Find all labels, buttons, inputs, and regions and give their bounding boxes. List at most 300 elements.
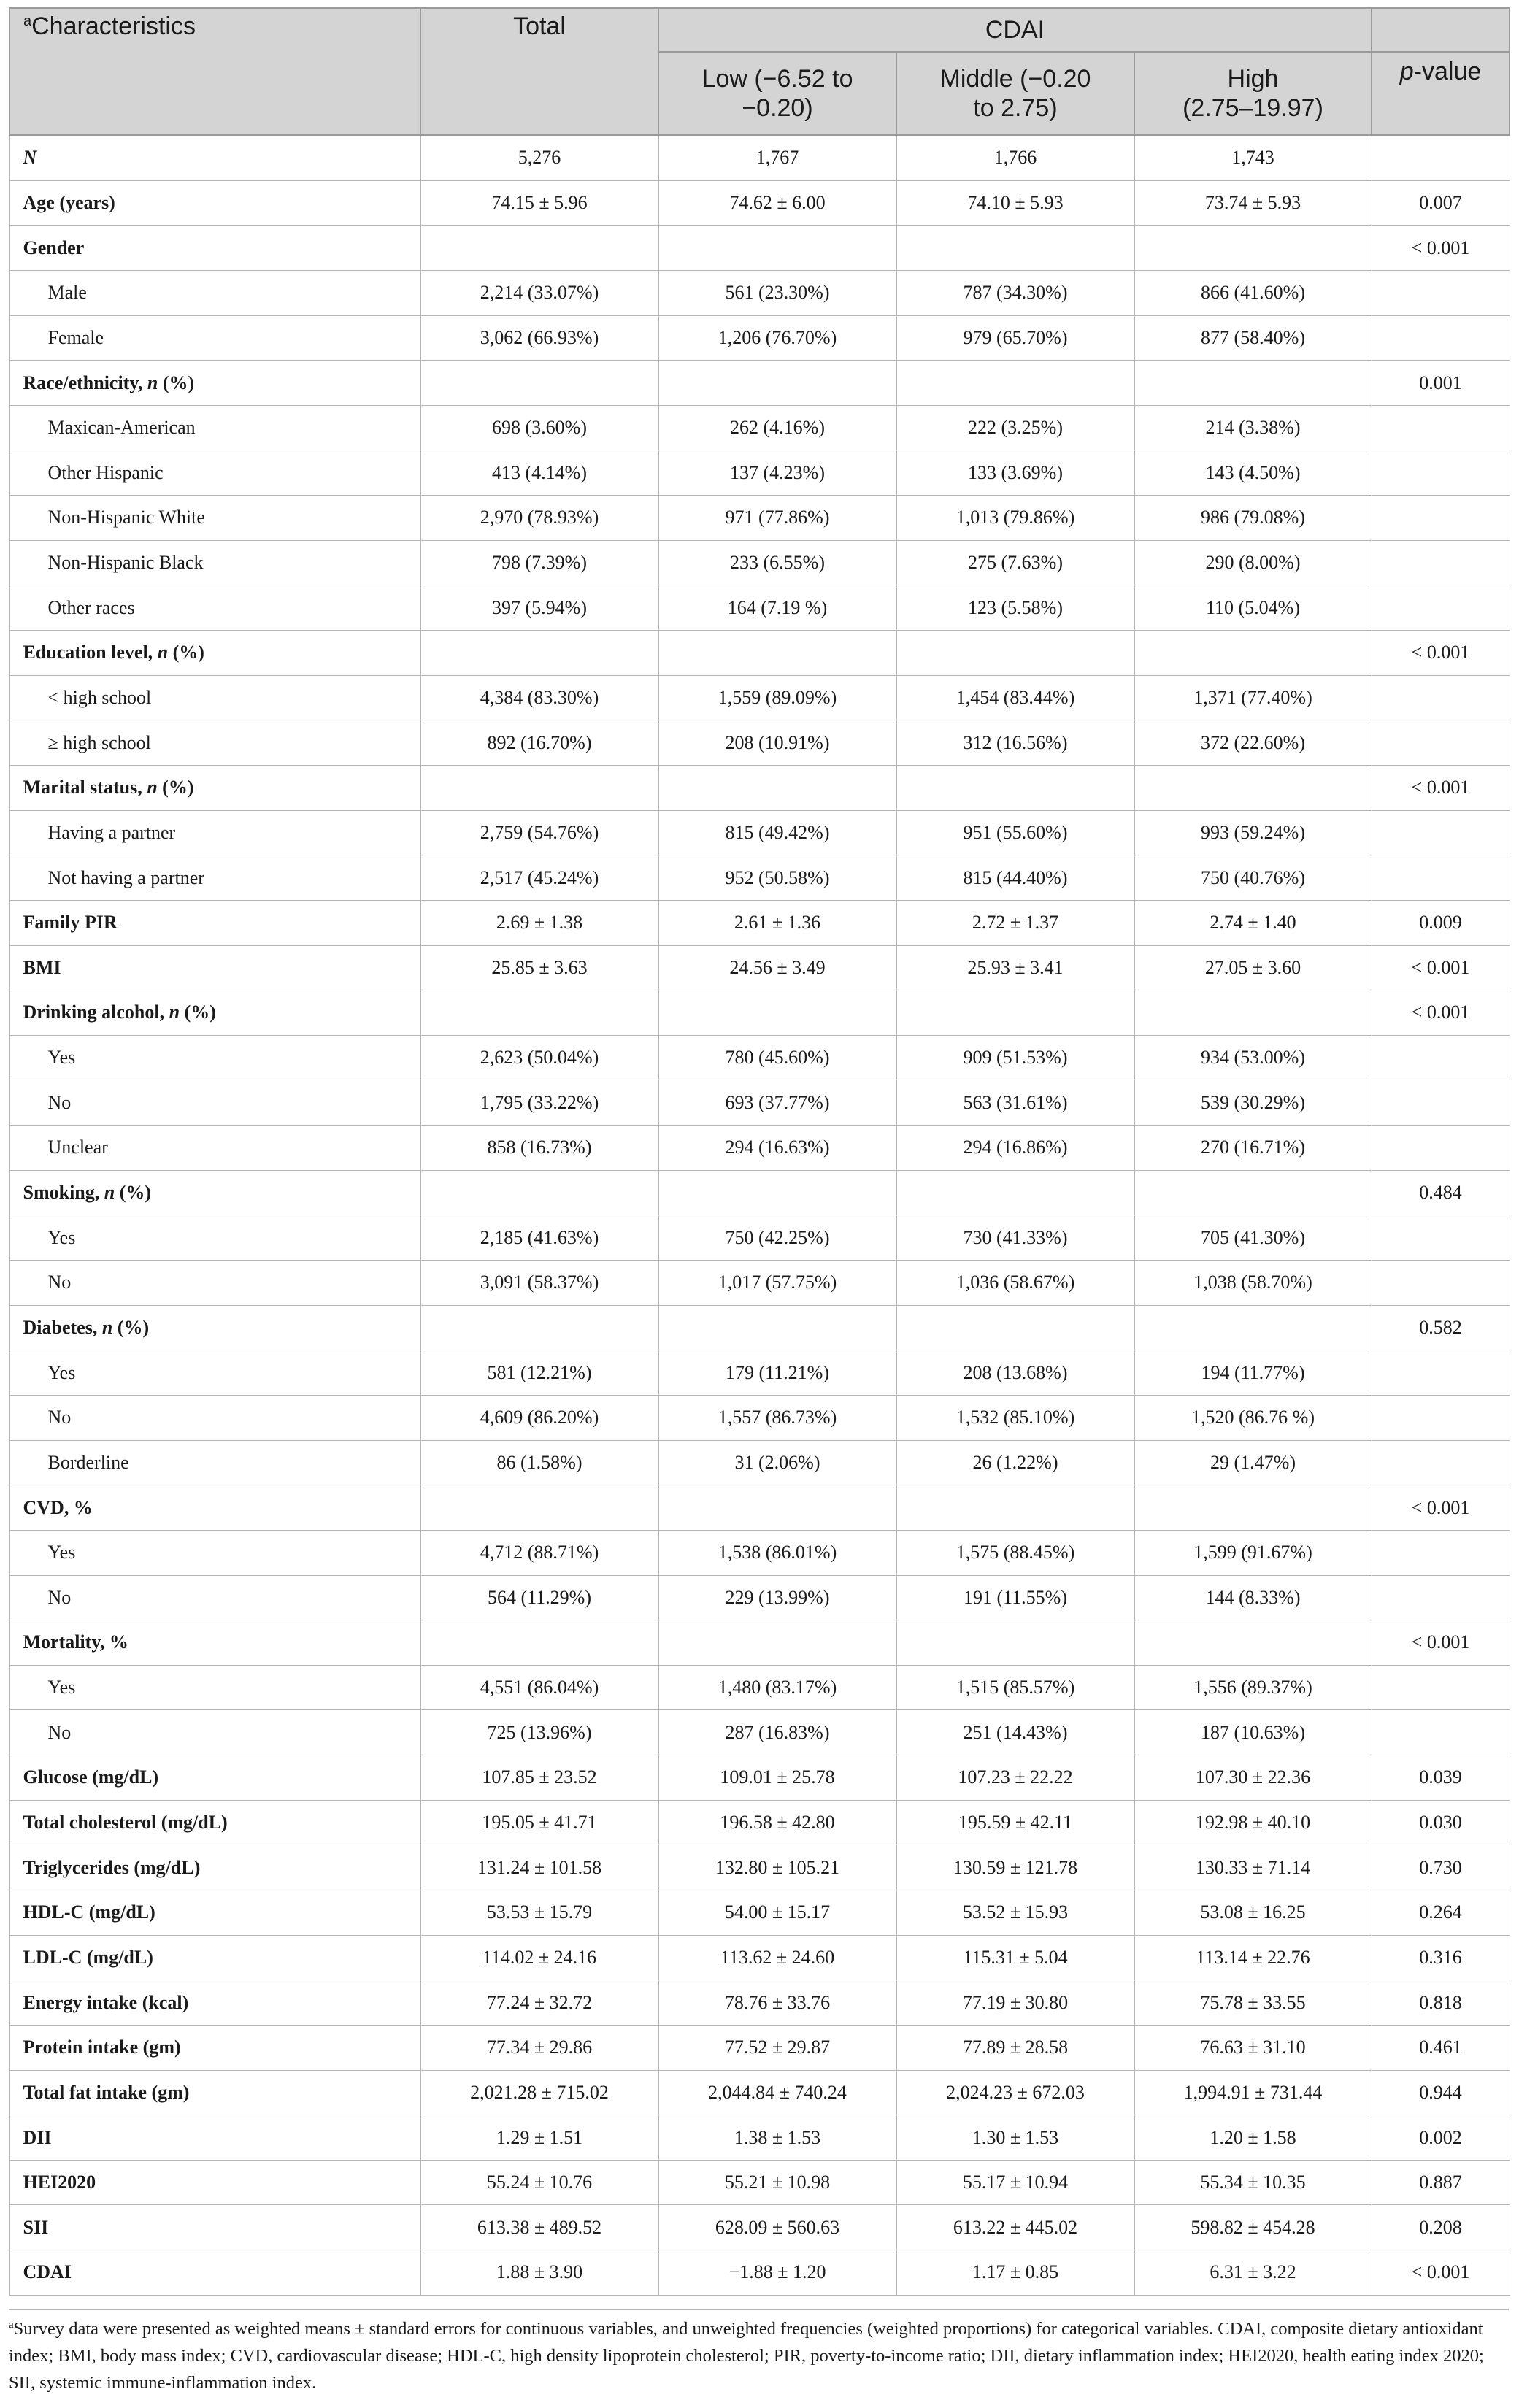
cell-high: 1,371 (77.40%) — [1134, 675, 1372, 720]
table-row — [9, 405, 1510, 450]
cell-total: 725 (13.96%) — [420, 1710, 658, 1755]
cell-total — [420, 1170, 658, 1215]
cell-middle: 312 (16.56%) — [896, 720, 1134, 766]
cell-total: 858 (16.73%) — [420, 1126, 658, 1171]
cell-middle: 195.59 ± 42.11 — [896, 1800, 1134, 1845]
row-label-text: Marital status, — [23, 777, 147, 799]
row-label-text: Diabetes, — [23, 1316, 102, 1338]
cell-p: 0.002 — [1372, 2115, 1510, 2161]
cell-high: 110 (5.04%) — [1134, 585, 1372, 631]
cell-middle: 1,575 (88.45%) — [896, 1530, 1134, 1575]
row-label-text: Total fat intake (gm) — [23, 2081, 190, 2103]
row-label-text: Unclear — [47, 1136, 108, 1158]
cell-low: 693 (37.77%) — [658, 1080, 896, 1126]
cell-p — [1372, 1261, 1510, 1306]
cell-total — [420, 361, 658, 406]
cell-total: 107.85 ± 23.52 — [420, 1755, 658, 1801]
cell-middle: 130.59 ± 121.78 — [896, 1845, 1134, 1890]
cell-low: 77.52 ± 29.87 — [658, 2025, 896, 2070]
header-high-line2: (2.75–19.97) — [1182, 94, 1323, 122]
row-label — [9, 1800, 420, 1845]
row-label — [9, 1620, 420, 1666]
cell-high: 598.82 ± 454.28 — [1134, 2205, 1372, 2250]
row-label — [9, 2160, 420, 2205]
cell-middle: 979 (65.70%) — [896, 315, 1134, 361]
cell-p: 0.208 — [1372, 2205, 1510, 2250]
cell-p: < 0.001 — [1372, 631, 1510, 676]
cell-low: 179 (11.21%) — [658, 1350, 896, 1396]
cell-low: 24.56 ± 3.49 — [658, 945, 896, 990]
footnote-marker: a — [23, 13, 32, 29]
header-middle-line2: to 2.75) — [973, 94, 1058, 122]
cell-middle — [896, 361, 1134, 406]
table-row — [9, 900, 1510, 945]
header-pvalue — [1372, 52, 1510, 135]
row-label — [9, 585, 420, 631]
cell-high: 986 (79.08%) — [1134, 496, 1372, 541]
cell-p — [1372, 1440, 1510, 1485]
table-row — [9, 1170, 1510, 1215]
table-row — [9, 990, 1510, 1036]
row-label — [9, 226, 420, 271]
table-row — [9, 1080, 1510, 1126]
cell-low: 1.38 ± 1.53 — [658, 2115, 896, 2161]
table-row — [9, 2115, 1510, 2161]
table-row — [9, 1035, 1510, 1080]
cell-low — [658, 1485, 896, 1531]
table-row — [9, 810, 1510, 855]
cell-middle: 275 (7.63%) — [896, 540, 1134, 585]
cell-p — [1372, 1126, 1510, 1171]
cell-middle: 787 (34.30%) — [896, 270, 1134, 315]
cell-p: 0.316 — [1372, 1935, 1510, 1980]
row-label — [9, 900, 420, 945]
cell-high: 270 (16.71%) — [1134, 1126, 1372, 1171]
row-label-text: No — [47, 1091, 72, 1113]
cell-high: 130.33 ± 71.14 — [1134, 1845, 1372, 1890]
cell-middle: 909 (51.53%) — [896, 1035, 1134, 1080]
cell-middle: 77.19 ± 30.80 — [896, 1980, 1134, 2026]
cell-low — [658, 1170, 896, 1215]
cell-low: 78.76 ± 33.76 — [658, 1980, 896, 2026]
cell-low: 1,557 (86.73%) — [658, 1395, 896, 1440]
cell-high: 372 (22.60%) — [1134, 720, 1372, 766]
table-row — [9, 1935, 1510, 1980]
cell-p — [1372, 1035, 1510, 1080]
row-label — [9, 1980, 420, 2026]
cell-low: 1,538 (86.01%) — [658, 1530, 896, 1575]
row-label — [9, 1170, 420, 1215]
header-pvalue-italic: p — [1399, 58, 1414, 85]
cell-middle: 1,454 (83.44%) — [896, 675, 1134, 720]
cell-high: 73.74 ± 5.93 — [1134, 180, 1372, 226]
cell-p: < 0.001 — [1372, 226, 1510, 271]
cell-p: < 0.001 — [1372, 2250, 1510, 2296]
row-label-text: Other Hispanic — [47, 461, 164, 483]
cell-total: 86 (1.58%) — [420, 1440, 658, 1485]
row-label — [9, 1710, 420, 1755]
row-label-suffix: (%) — [168, 642, 204, 663]
cell-high: 27.05 ± 3.60 — [1134, 945, 1372, 990]
characteristics-table — [9, 7, 1510, 2296]
row-label — [9, 450, 420, 496]
cell-p: 0.264 — [1372, 1890, 1510, 1935]
row-label — [9, 1485, 420, 1531]
row-label-italic: n — [169, 1001, 180, 1023]
cell-high: 113.14 ± 22.76 — [1134, 1935, 1372, 1980]
row-label — [9, 496, 420, 541]
cell-high: 1,038 (58.70%) — [1134, 1261, 1372, 1306]
row-label — [9, 2250, 420, 2296]
cell-middle: 115.31 ± 5.04 — [896, 1935, 1134, 1980]
cell-low: 113.62 ± 24.60 — [658, 1935, 896, 1980]
cell-middle — [896, 1485, 1134, 1531]
row-label-suffix: (%) — [180, 1001, 216, 1023]
header-characteristics — [9, 8, 420, 135]
table-row — [9, 1665, 1510, 1710]
cell-total: 114.02 ± 24.16 — [420, 1935, 658, 1980]
cell-total — [420, 1620, 658, 1666]
row-label — [9, 631, 420, 676]
cell-middle: 74.10 ± 5.93 — [896, 180, 1134, 226]
header-low-line2: −0.20) — [742, 94, 813, 122]
table-row — [9, 2160, 1510, 2205]
cell-low: 1,559 (89.09%) — [658, 675, 896, 720]
cell-high: 877 (58.40%) — [1134, 315, 1372, 361]
row-label-text: No — [47, 1586, 72, 1608]
cell-p — [1372, 810, 1510, 855]
row-label — [9, 1395, 420, 1440]
table-row — [9, 270, 1510, 315]
table-row — [9, 1890, 1510, 1935]
table-row — [9, 855, 1510, 901]
cell-middle: 1.30 ± 1.53 — [896, 2115, 1134, 2161]
row-label-text: Female — [47, 326, 104, 348]
cell-low — [658, 990, 896, 1036]
row-label-text: ≥ high school — [47, 731, 151, 753]
cell-p — [1372, 496, 1510, 541]
row-label-text: Maxican-American — [47, 417, 196, 439]
row-label — [9, 135, 420, 180]
cell-total: 3,091 (58.37%) — [420, 1261, 658, 1306]
row-label-text: Gender — [23, 236, 85, 258]
cell-p: < 0.001 — [1372, 1620, 1510, 1666]
header-middle — [896, 52, 1134, 135]
cell-p — [1372, 1530, 1510, 1575]
table-row — [9, 1620, 1510, 1666]
header-characteristics-label: Characteristics — [31, 12, 196, 40]
cell-p — [1372, 855, 1510, 901]
table-body — [9, 135, 1510, 2295]
cell-low — [658, 226, 896, 271]
cell-total: 2,021.28 ± 715.02 — [420, 2070, 658, 2115]
table-row — [9, 1710, 1510, 1755]
cell-high: 55.34 ± 10.35 — [1134, 2160, 1372, 2205]
row-label-text: Mortality, % — [23, 1631, 128, 1653]
cell-low — [658, 1305, 896, 1350]
cell-high: 144 (8.33%) — [1134, 1575, 1372, 1620]
table-row — [9, 2205, 1510, 2250]
cell-middle: 730 (41.33%) — [896, 1215, 1134, 1261]
cell-p — [1372, 1575, 1510, 1620]
cell-p: 0.944 — [1372, 2070, 1510, 2115]
table-row — [9, 945, 1510, 990]
header-blank — [1372, 8, 1510, 52]
cell-low: 561 (23.30%) — [658, 270, 896, 315]
cell-high: 29 (1.47%) — [1134, 1440, 1372, 1485]
cell-total: 77.34 ± 29.86 — [420, 2025, 658, 2070]
cell-high — [1134, 1170, 1372, 1215]
cell-high: 53.08 ± 16.25 — [1134, 1890, 1372, 1935]
row-label — [9, 405, 420, 450]
row-label — [9, 2070, 420, 2115]
cell-p — [1372, 1080, 1510, 1126]
cell-middle — [896, 765, 1134, 810]
row-label-text: Protein intake (gm) — [23, 2036, 181, 2058]
cell-p — [1372, 315, 1510, 361]
cell-p — [1372, 1350, 1510, 1396]
row-label-italic: n — [157, 642, 169, 663]
table-row — [9, 1261, 1510, 1306]
table-row — [9, 720, 1510, 766]
cell-middle: 123 (5.58%) — [896, 585, 1134, 631]
table-row — [9, 540, 1510, 585]
cell-total: 77.24 ± 32.72 — [420, 1980, 658, 2026]
cell-p: < 0.001 — [1372, 1485, 1510, 1531]
cell-middle: 2.72 ± 1.37 — [896, 900, 1134, 945]
cell-low: −1.88 ± 1.20 — [658, 2250, 896, 2296]
cell-total: 2,517 (45.24%) — [420, 855, 658, 901]
table-row — [9, 1980, 1510, 2026]
cell-low: 750 (42.25%) — [658, 1215, 896, 1261]
row-label — [9, 945, 420, 990]
cell-high: 107.30 ± 22.36 — [1134, 1755, 1372, 1801]
row-label-text: Triglycerides (mg/dL) — [23, 1856, 201, 1878]
cell-total: 798 (7.39%) — [420, 540, 658, 585]
cell-high — [1134, 361, 1372, 406]
cell-total: 397 (5.94%) — [420, 585, 658, 631]
cell-middle: 1,515 (85.57%) — [896, 1665, 1134, 1710]
table-row — [9, 496, 1510, 541]
row-label-text: BMI — [23, 956, 61, 978]
row-label-text: Energy intake (kcal) — [23, 1991, 189, 2013]
cell-high: 1,994.91 ± 731.44 — [1134, 2070, 1372, 2115]
cell-high — [1134, 990, 1372, 1036]
cell-high: 705 (41.30%) — [1134, 1215, 1372, 1261]
cell-middle: 951 (55.60%) — [896, 810, 1134, 855]
cell-high: 192.98 ± 40.10 — [1134, 1800, 1372, 1845]
cell-low: 233 (6.55%) — [658, 540, 896, 585]
row-label-text: CDAI — [23, 2261, 72, 2283]
cell-p: 0.582 — [1372, 1305, 1510, 1350]
cell-total: 74.15 ± 5.96 — [420, 180, 658, 226]
cell-low: 31 (2.06%) — [658, 1440, 896, 1485]
cell-total: 581 (12.21%) — [420, 1350, 658, 1396]
row-label — [9, 1305, 420, 1350]
cell-p: 0.030 — [1372, 1800, 1510, 1845]
cell-low: 54.00 ± 15.17 — [658, 1890, 896, 1935]
cell-high: 1.20 ± 1.58 — [1134, 2115, 1372, 2161]
table-row — [9, 1575, 1510, 1620]
row-label — [9, 1755, 420, 1801]
cell-high: 866 (41.60%) — [1134, 270, 1372, 315]
cell-p: 0.007 — [1372, 180, 1510, 226]
cell-middle: 26 (1.22%) — [896, 1440, 1134, 1485]
cell-total: 413 (4.14%) — [420, 450, 658, 496]
row-label-suffix: (%) — [115, 1182, 152, 1204]
cell-low: 2,044.84 ± 740.24 — [658, 2070, 896, 2115]
cell-low: 132.80 ± 105.21 — [658, 1845, 896, 1890]
row-label — [9, 1530, 420, 1575]
cell-low — [658, 1620, 896, 1666]
row-label — [9, 675, 420, 720]
cell-p: 0.818 — [1372, 1980, 1510, 2026]
row-label — [9, 810, 420, 855]
cell-middle — [896, 990, 1134, 1036]
cell-p: 0.887 — [1372, 2160, 1510, 2205]
table-row — [9, 1126, 1510, 1171]
cell-middle: 1.17 ± 0.85 — [896, 2250, 1134, 2296]
row-label — [9, 1665, 420, 1710]
cell-low: 164 (7.19 %) — [658, 585, 896, 631]
row-label-text: Total cholesterol (mg/dL) — [23, 1812, 228, 1834]
table-row — [9, 631, 1510, 676]
row-label-text: Smoking, — [23, 1182, 104, 1204]
table-row — [9, 450, 1510, 496]
table-row — [9, 1440, 1510, 1485]
footnote-text: Survey data were presented as weighted means ± standard errors for continuous variables, and unweighted frequencies (weighted proportions) for categorical variables. CDAI, composite dietary antioxidant index; BMI, body mass index; CVD, cardiovascular disease; HDL-C, high density lipoprotein cholesterol; PIR, poverty-to-income ratio; DII, dietary inflammation index; HEI2020, health eating index 2020; SII, systemic immune-inflammation index. — [9, 2319, 1484, 2393]
table-row — [9, 2070, 1510, 2115]
row-label-suffix: (%) — [158, 372, 195, 393]
header-pvalue-rest: -value — [1413, 58, 1482, 85]
table-row — [9, 1800, 1510, 1845]
header-high-line1: High — [1227, 65, 1279, 93]
row-label-suffix: (%) — [157, 777, 194, 799]
row-label — [9, 1261, 420, 1306]
cell-low: 815 (49.42%) — [658, 810, 896, 855]
cell-p — [1372, 450, 1510, 496]
cell-high: 290 (8.00%) — [1134, 540, 1372, 585]
table-row — [9, 1395, 1510, 1440]
row-label — [9, 855, 420, 901]
cell-high: 76.63 ± 31.10 — [1134, 2025, 1372, 2070]
cell-low: 262 (4.16%) — [658, 405, 896, 450]
table-row — [9, 1530, 1510, 1575]
row-label — [9, 1350, 420, 1396]
cell-total: 195.05 ± 41.71 — [420, 1800, 658, 1845]
cell-total: 2,970 (78.93%) — [420, 496, 658, 541]
row-label — [9, 765, 420, 810]
row-label — [9, 1845, 420, 1890]
row-label-text: Yes — [47, 1047, 76, 1069]
cell-p — [1372, 1215, 1510, 1261]
cell-total: 2,214 (33.07%) — [420, 270, 658, 315]
cell-total — [420, 990, 658, 1036]
cell-p — [1372, 720, 1510, 766]
table-row — [9, 1845, 1510, 1890]
row-label-text: Borderline — [47, 1451, 129, 1473]
cell-high: 750 (40.76%) — [1134, 855, 1372, 901]
cell-p — [1372, 675, 1510, 720]
cell-total: 4,609 (86.20%) — [420, 1395, 658, 1440]
row-label — [9, 270, 420, 315]
cell-total: 4,551 (86.04%) — [420, 1665, 658, 1710]
cell-total: 2,759 (54.76%) — [420, 810, 658, 855]
row-label — [9, 1575, 420, 1620]
cell-total — [420, 226, 658, 271]
row-label-text: Glucose (mg/dL) — [23, 1766, 159, 1788]
row-label-text: Yes — [47, 1226, 76, 1248]
cell-p: 0.730 — [1372, 1845, 1510, 1890]
row-label-italic: n — [147, 372, 158, 393]
cell-low: 1,480 (83.17%) — [658, 1665, 896, 1710]
cell-p — [1372, 540, 1510, 585]
cell-p — [1372, 135, 1510, 180]
cell-total — [420, 1485, 658, 1531]
cell-high — [1134, 1620, 1372, 1666]
cell-high: 1,743 — [1134, 135, 1372, 180]
row-label-text: < high school — [47, 687, 152, 708]
row-label-text: DII — [23, 2126, 52, 2148]
cell-low: 109.01 ± 25.78 — [658, 1755, 896, 1801]
cell-low: 2.61 ± 1.36 — [658, 900, 896, 945]
header-high — [1134, 52, 1372, 135]
cell-middle: 25.93 ± 3.41 — [896, 945, 1134, 990]
row-label — [9, 1215, 420, 1261]
row-label — [9, 1126, 420, 1171]
row-label — [9, 1890, 420, 1935]
cell-low: 1,206 (76.70%) — [658, 315, 896, 361]
cell-middle: 55.17 ± 10.94 — [896, 2160, 1134, 2205]
cell-high: 187 (10.63%) — [1134, 1710, 1372, 1755]
row-label — [9, 1080, 420, 1126]
row-label — [9, 361, 420, 406]
cell-low: 137 (4.23%) — [658, 450, 896, 496]
cell-total — [420, 1305, 658, 1350]
cell-low: 74.62 ± 6.00 — [658, 180, 896, 226]
table-row — [9, 1350, 1510, 1396]
cell-p: 0.039 — [1372, 1755, 1510, 1801]
cell-low — [658, 631, 896, 676]
cell-total: 1.29 ± 1.51 — [420, 2115, 658, 2161]
cell-middle: 133 (3.69%) — [896, 450, 1134, 496]
cell-total: 564 (11.29%) — [420, 1575, 658, 1620]
cell-p: 0.001 — [1372, 361, 1510, 406]
row-label-italic: n — [104, 1182, 115, 1204]
row-label — [9, 180, 420, 226]
cell-low: 780 (45.60%) — [658, 1035, 896, 1080]
cell-total: 25.85 ± 3.63 — [420, 945, 658, 990]
row-label-text: Yes — [47, 1542, 76, 1563]
cell-middle — [896, 1170, 1134, 1215]
cell-total: 5,276 — [420, 135, 658, 180]
cell-total — [420, 631, 658, 676]
cell-low — [658, 765, 896, 810]
row-label — [9, 990, 420, 1036]
footnote-marker: a — [9, 2319, 14, 2331]
cell-low: 229 (13.99%) — [658, 1575, 896, 1620]
header-middle-line1: Middle (−0.20 — [939, 65, 1091, 93]
row-label-text: SII — [23, 2216, 49, 2238]
row-label-text: No — [47, 1272, 72, 1293]
cell-high: 993 (59.24%) — [1134, 810, 1372, 855]
table-row — [9, 675, 1510, 720]
cell-total: 892 (16.70%) — [420, 720, 658, 766]
cell-high — [1134, 1485, 1372, 1531]
cell-high: 539 (30.29%) — [1134, 1080, 1372, 1126]
table-row — [9, 765, 1510, 810]
cell-p: < 0.001 — [1372, 945, 1510, 990]
